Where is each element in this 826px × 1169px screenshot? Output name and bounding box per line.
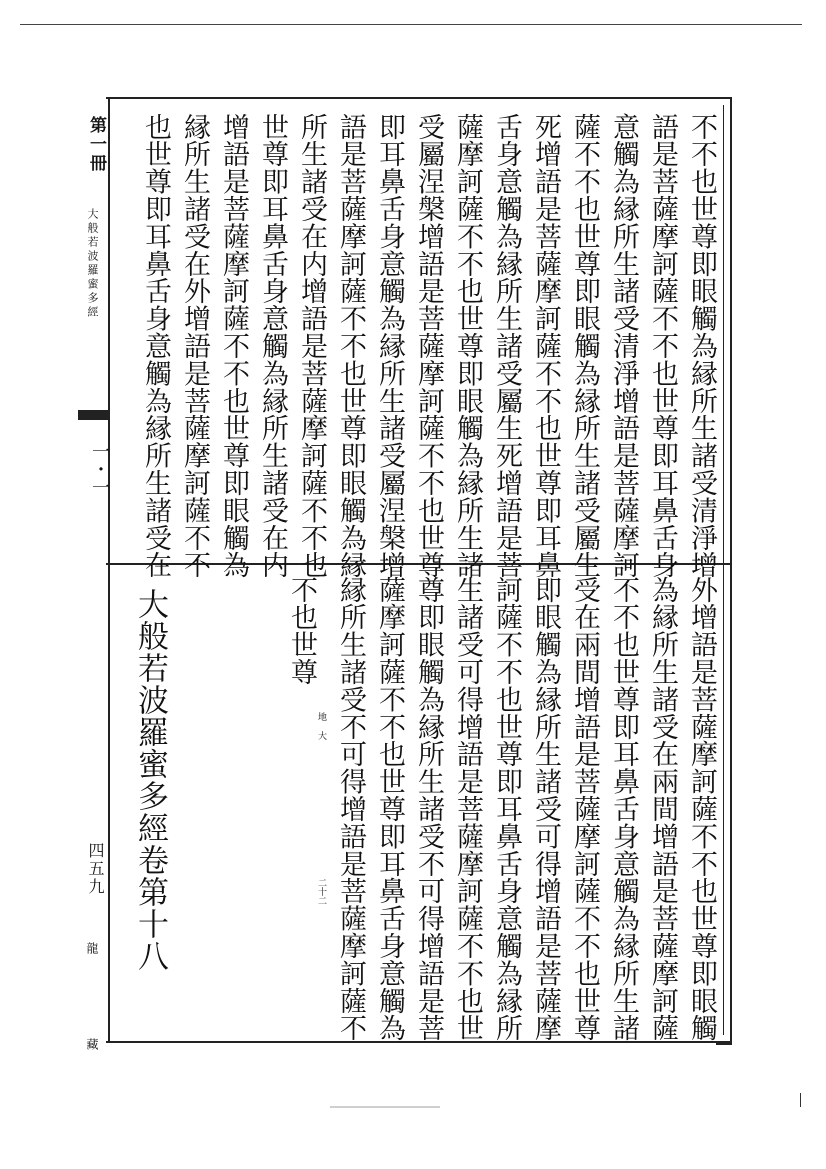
lower-column: 尊即眼觸為縁所生諸受不可得增語是菩 [413,576,444,1042]
upper-column: 不不也世尊即眼觸為縁所生諸受清淨增 [686,113,717,579]
juan-title: 大般若波羅蜜多經卷第十八 [132,588,168,972]
lower-column: 為縁所生諸受在兩間增語是菩薩摩訶薩 [647,576,678,1042]
scan-smudge [330,1106,440,1108]
upper-column: 意觸為縁所生諸受清淨增語是菩薩摩訶 [608,113,639,579]
lower-column: 即眼觸為縁所生諸受可得增語是菩薩摩 [530,576,561,1042]
lower-column: 不不也世尊即耳鼻舌身意觸為縁所生諸 [608,576,639,1042]
lower-column: 受在兩間增語是菩薩摩訶薩不不也世尊 [569,576,600,1042]
upper-column: 所生諸受在内增語是菩薩摩訶薩不不也 [296,113,327,579]
top-rule [20,24,802,25]
upper-column: 即耳鼻舌身意觸為縁所生諸受屬涅槃增 [374,113,405,579]
spine-sutra-title: 大般若波羅蜜多經 [86,208,99,320]
lower-column: 縁所生諸受不可得增語是菩薩摩訶薩不 [335,576,366,1042]
upper-column: 縁所生諸受在外增語是菩薩摩訶薩不不 [179,113,210,579]
lower-column: 生諸受可得增語是菩薩摩訶薩不不也世 [452,576,483,1042]
upper-column: 增語是菩薩摩訶薩不不也世尊即眼觸為 [218,113,249,579]
page-note-chi: 地 大 [316,712,326,740]
upper-column: 受屬涅槃增語是菩薩摩訶薩不不也世尊 [413,113,444,579]
upper-column: 薩摩訶薩不不也世尊即眼觸為縁所生諸 [452,113,483,579]
margin-tick [800,1093,801,1107]
upper-column: 語是菩薩摩訶薩不不也世尊即耳鼻舌身 [647,113,678,579]
upper-column: 也世尊即耳鼻舌身意觸為縁所生諸受在 [140,113,171,579]
upper-column: 舌身意觸為縁所生諸受屬生死增語是菩 [491,113,522,579]
upper-column: 世尊即耳鼻舌身意觸為縁所生諸受在内 [257,113,288,579]
lower-column: 不也世尊 [286,576,317,686]
page-note-number: 二十二 [316,878,326,905]
spine-dash-marks: 一・一 [89,442,110,496]
lower-column: 訶薩不不也世尊即耳鼻舌身意觸為縁所 [491,576,522,1042]
spine-page-number: 四五九 [86,842,105,896]
upper-column: 語是菩薩摩訶薩不不也世尊即眼觸為縁 [335,113,366,579]
upper-column: 薩不不也世尊即眼觸為縁所生諸受屬生 [569,113,600,579]
spine-cang-label: 龍 藏 [85,942,99,1090]
corner-ornament-top [716,97,732,113]
spine-black-mark [78,410,110,420]
lower-column: 薩摩訶薩不不也世尊即耳鼻舌身意觸為 [374,576,405,1042]
spine-volume-label: 第一冊 [86,116,106,173]
lower-column: 外增語是菩薩摩訶薩不不也世尊即眼觸 [686,576,717,1042]
upper-column: 死增語是菩薩摩訶薩不不也世尊即耳鼻 [530,113,561,579]
